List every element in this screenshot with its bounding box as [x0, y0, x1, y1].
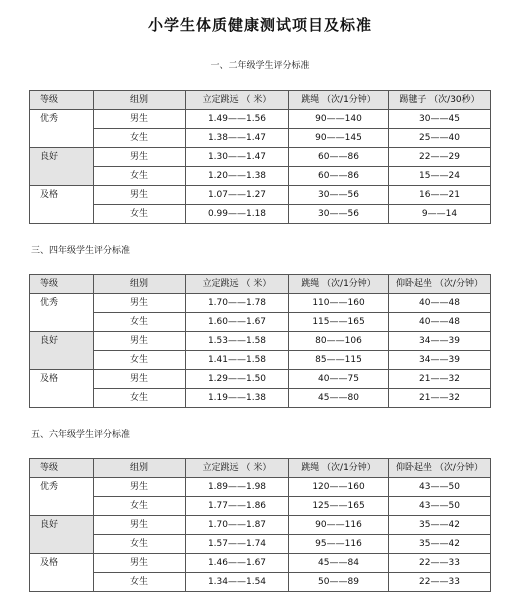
third-item-cell: 43——50	[389, 497, 491, 516]
jump-cell: 0.99——1.18	[186, 205, 289, 224]
group-cell: 女生	[94, 573, 186, 592]
third-item-cell: 16——21	[389, 186, 491, 205]
group-cell: 男生	[94, 148, 186, 167]
header-group: 组别	[94, 275, 186, 294]
table-row	[30, 186, 491, 205]
group-cell: 男生	[94, 478, 186, 497]
group-cell: 男生	[94, 110, 186, 129]
level-cell: 优秀	[30, 478, 94, 516]
table-row	[30, 294, 491, 313]
rope-cell: 30——56	[289, 205, 389, 224]
table-row	[30, 148, 491, 167]
table-header-row	[30, 275, 491, 294]
jump-cell: 1.20——1.38	[186, 167, 289, 186]
table-row	[30, 313, 491, 332]
table-header-row	[30, 91, 491, 110]
rope-cell: 45——84	[289, 554, 389, 573]
header-standing-jump: 立定跳远 （ 米）	[186, 459, 289, 478]
jump-cell: 1.46——1.67	[186, 554, 289, 573]
group-cell: 女生	[94, 129, 186, 148]
rope-cell: 115——165	[289, 313, 389, 332]
rope-cell: 80——106	[289, 332, 389, 351]
jump-cell: 1.38——1.47	[186, 129, 289, 148]
jump-cell: 1.77——1.86	[186, 497, 289, 516]
score-table-grade-1-2	[29, 90, 491, 224]
jump-cell: 1.49——1.56	[186, 110, 289, 129]
group-cell: 女生	[94, 167, 186, 186]
table-row	[30, 129, 491, 148]
header-standing-jump: 立定跳远 （ 米）	[186, 275, 289, 294]
jump-cell: 1.57——1.74	[186, 535, 289, 554]
third-item-cell: 21——32	[389, 389, 491, 408]
section-heading: 三、四年级学生评分标准	[31, 246, 131, 256]
third-item-cell: 30——45	[389, 110, 491, 129]
level-cell: 及格	[30, 370, 94, 408]
rope-cell: 40——75	[289, 370, 389, 389]
group-cell: 女生	[94, 313, 186, 332]
score-table-grade-3-4	[29, 274, 491, 408]
table-row	[30, 167, 491, 186]
group-cell: 女生	[94, 497, 186, 516]
table-row	[30, 389, 491, 408]
third-item-cell: 34——39	[389, 332, 491, 351]
group-cell: 男生	[94, 370, 186, 389]
group-cell: 女生	[94, 205, 186, 224]
group-cell: 男生	[94, 516, 186, 535]
rope-cell: 30——56	[289, 186, 389, 205]
group-cell: 男生	[94, 332, 186, 351]
level-cell: 良好	[30, 516, 94, 554]
table-row	[30, 573, 491, 592]
table-row	[30, 535, 491, 554]
header-group: 组别	[94, 91, 186, 110]
third-item-cell: 40——48	[389, 294, 491, 313]
section-heading: 五、六年级学生评分标准	[31, 430, 131, 440]
rope-cell: 60——86	[289, 148, 389, 167]
rope-cell: 95——116	[289, 535, 389, 554]
table-row	[30, 516, 491, 535]
score-table-grade-5-6	[29, 458, 491, 592]
jump-cell: 1.60——1.67	[186, 313, 289, 332]
group-cell: 女生	[94, 535, 186, 554]
third-item-cell: 22——29	[389, 148, 491, 167]
header-third-item: 仰卧起坐 （次/分钟）	[389, 275, 491, 294]
table-row	[30, 370, 491, 389]
level-cell: 良好	[30, 332, 94, 370]
group-cell: 女生	[94, 351, 186, 370]
jump-cell: 1.89——1.98	[186, 478, 289, 497]
rope-cell: 50——89	[289, 573, 389, 592]
table-header-row	[30, 459, 491, 478]
header-third-item: 踢毽子 （次/30秒）	[389, 91, 491, 110]
header-rope-skipping: 跳绳 （次/1分钟）	[289, 91, 389, 110]
level-cell: 及格	[30, 186, 94, 224]
third-item-cell: 9——14	[389, 205, 491, 224]
rope-cell: 90——140	[289, 110, 389, 129]
table-row	[30, 497, 491, 516]
table-row	[30, 478, 491, 497]
header-level: 等级	[30, 275, 94, 294]
jump-cell: 1.19——1.38	[186, 389, 289, 408]
rope-cell: 85——115	[289, 351, 389, 370]
group-cell: 男生	[94, 554, 186, 573]
header-rope-skipping: 跳绳 （次/1分钟）	[289, 459, 389, 478]
group-cell: 女生	[94, 389, 186, 408]
table-row	[30, 332, 491, 351]
jump-cell: 1.70——1.78	[186, 294, 289, 313]
header-standing-jump: 立定跳远 （ 米）	[186, 91, 289, 110]
third-item-cell: 25——40	[389, 129, 491, 148]
level-cell: 优秀	[30, 294, 94, 332]
jump-cell: 1.53——1.58	[186, 332, 289, 351]
header-third-item: 仰卧起坐 （次/分钟）	[389, 459, 491, 478]
level-cell: 良好	[30, 148, 94, 186]
rope-cell: 125——165	[289, 497, 389, 516]
table-row	[30, 554, 491, 573]
rope-cell: 90——145	[289, 129, 389, 148]
header-group: 组别	[94, 459, 186, 478]
third-item-cell: 43——50	[389, 478, 491, 497]
third-item-cell: 22——33	[389, 554, 491, 573]
jump-cell: 1.30——1.47	[186, 148, 289, 167]
jump-cell: 1.41——1.58	[186, 351, 289, 370]
header-level: 等级	[30, 459, 94, 478]
rope-cell: 120——160	[289, 478, 389, 497]
third-item-cell: 21——32	[389, 370, 491, 389]
table-row	[30, 110, 491, 129]
header-rope-skipping: 跳绳 （次/1分钟）	[289, 275, 389, 294]
third-item-cell: 15——24	[389, 167, 491, 186]
jump-cell: 1.70——1.87	[186, 516, 289, 535]
group-cell: 男生	[94, 294, 186, 313]
table-row	[30, 205, 491, 224]
section-heading: 一、二年级学生评分标准	[210, 61, 310, 71]
third-item-cell: 34——39	[389, 351, 491, 370]
jump-cell: 1.29——1.50	[186, 370, 289, 389]
page-title: 小学生体质健康测试项目及标准	[147, 16, 372, 34]
group-cell: 男生	[94, 186, 186, 205]
jump-cell: 1.07——1.27	[186, 186, 289, 205]
rope-cell: 45——80	[289, 389, 389, 408]
third-item-cell: 40——48	[389, 313, 491, 332]
rope-cell: 110——160	[289, 294, 389, 313]
third-item-cell: 35——42	[389, 535, 491, 554]
third-item-cell: 35——42	[389, 516, 491, 535]
third-item-cell: 22——33	[389, 573, 491, 592]
level-cell: 优秀	[30, 110, 94, 148]
table-row	[30, 351, 491, 370]
header-level: 等级	[30, 91, 94, 110]
level-cell: 及格	[30, 554, 94, 592]
rope-cell: 60——86	[289, 167, 389, 186]
jump-cell: 1.34——1.54	[186, 573, 289, 592]
rope-cell: 90——116	[289, 516, 389, 535]
